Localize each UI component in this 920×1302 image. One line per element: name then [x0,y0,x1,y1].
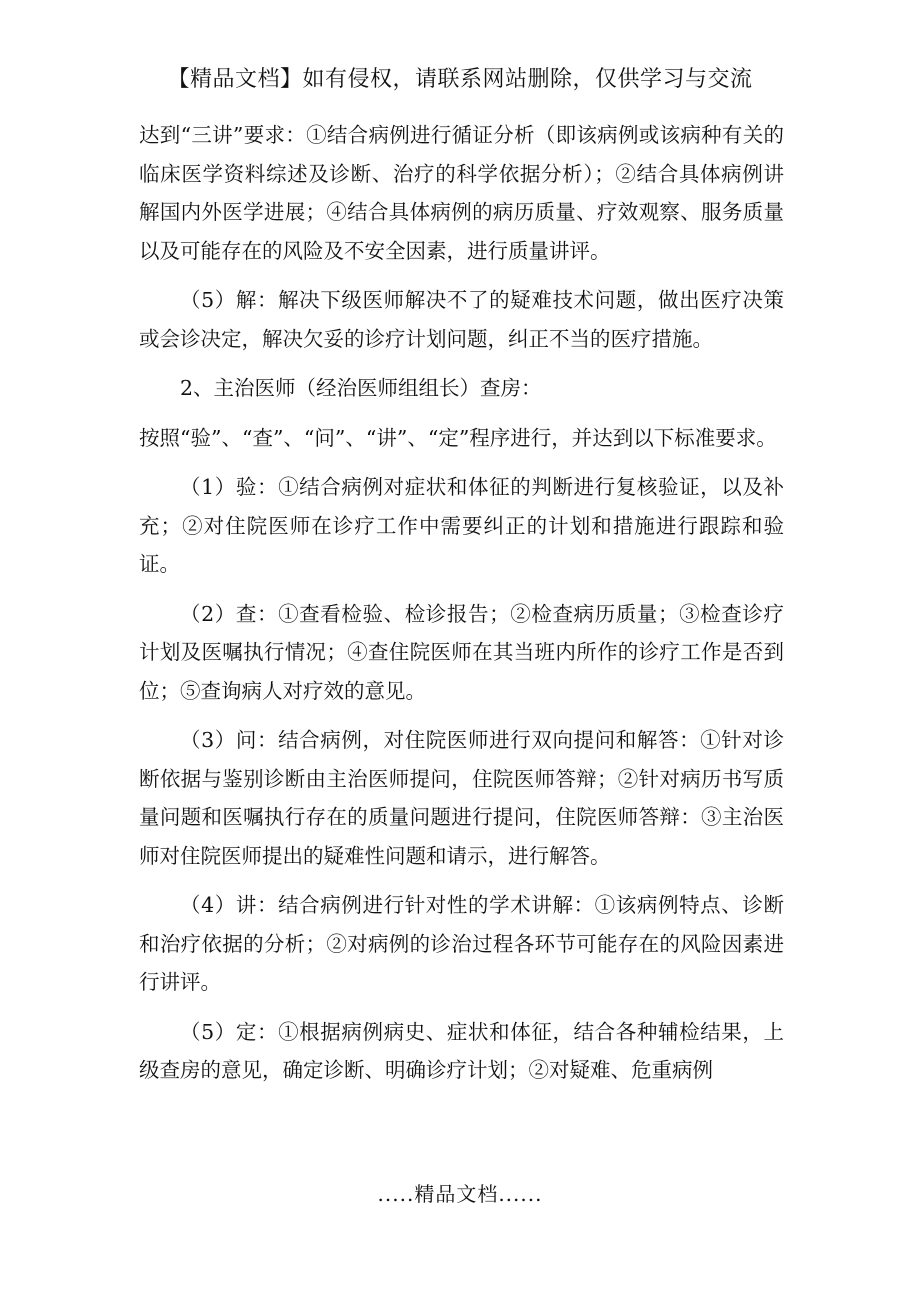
paragraph-check: （2）查：①查看检验、检诊报告；②检查病历质量；③检查诊疗计划及医嘱执行情况；④查住院医师在其当班内所作的诊疗工作是否到位；⑤查询病人对疗效的意见。 [139,601,784,703]
page-footer: .....精品文档...... [377,1182,543,1206]
paragraph-lecture: （4）讲：结合病例进行针对性的学术讲解：①该病例特点、诊断和治疗依据的分析；②对病例的诊治过程各环节可能存在的风险因素进行讲评。 [139,893,784,994]
section-heading-attending-rounds: 2、主治医师（经治医师组组长）查房： [180,376,542,400]
paragraph-procedure: 按照“验”、“查”、“问”、“讲”、“定”程序进行，并达到以下标准要求。 [139,425,777,450]
paragraph-decide: （5）定：①根据病例病史、症状和体征，结合各种辅检结果，上级查房的意见，确定诊断、明确诊疗计划；②对疑难、危重病例 [139,1019,784,1082]
paragraph-verify: （1）验：①结合病例对症状和体征的判断进行复核验证，以及补充；②对住院医师在诊疗工作中需要纠正的计划和措施进行跟踪和验证。 [139,475,784,576]
paragraph-ask: （3）问：结合病例，对住院医师进行双向提问和解答：①针对诊断依据与鉴别诊断由主治医师提问，住院医师答辩；②针对病历书写质量问题和医嘱执行存在的质量问题进行提问，住院医师答辩：③主治医师对住院医师提出的疑难性问题和请示，进行解答。 [139,728,784,868]
page-header: 【精品文档】如有侵权，请联系网站删除，仅供学习与交流 [167,67,753,92]
paragraph-three-lectures: 达到“三讲”要求：①结合病例进行循证分析（即该病例或该病种有关的临床医学资料综述及诊断、治疗的科学依据分析）；②结合具体病例讲解国内外医学进展；④结合具体病例的病历质量、疗效观察、服务质量以及可能存在的风险及不安全因素，进行质量讲评。 [139,123,784,263]
paragraph-solve: （5）解：解决下级医师解决不了的疑难技术问题，做出医疗决策或会诊决定，解决欠妥的诊疗计划问题，纠正不当的医疗措施。 [139,288,784,351]
document-body [139,116,784,1101]
